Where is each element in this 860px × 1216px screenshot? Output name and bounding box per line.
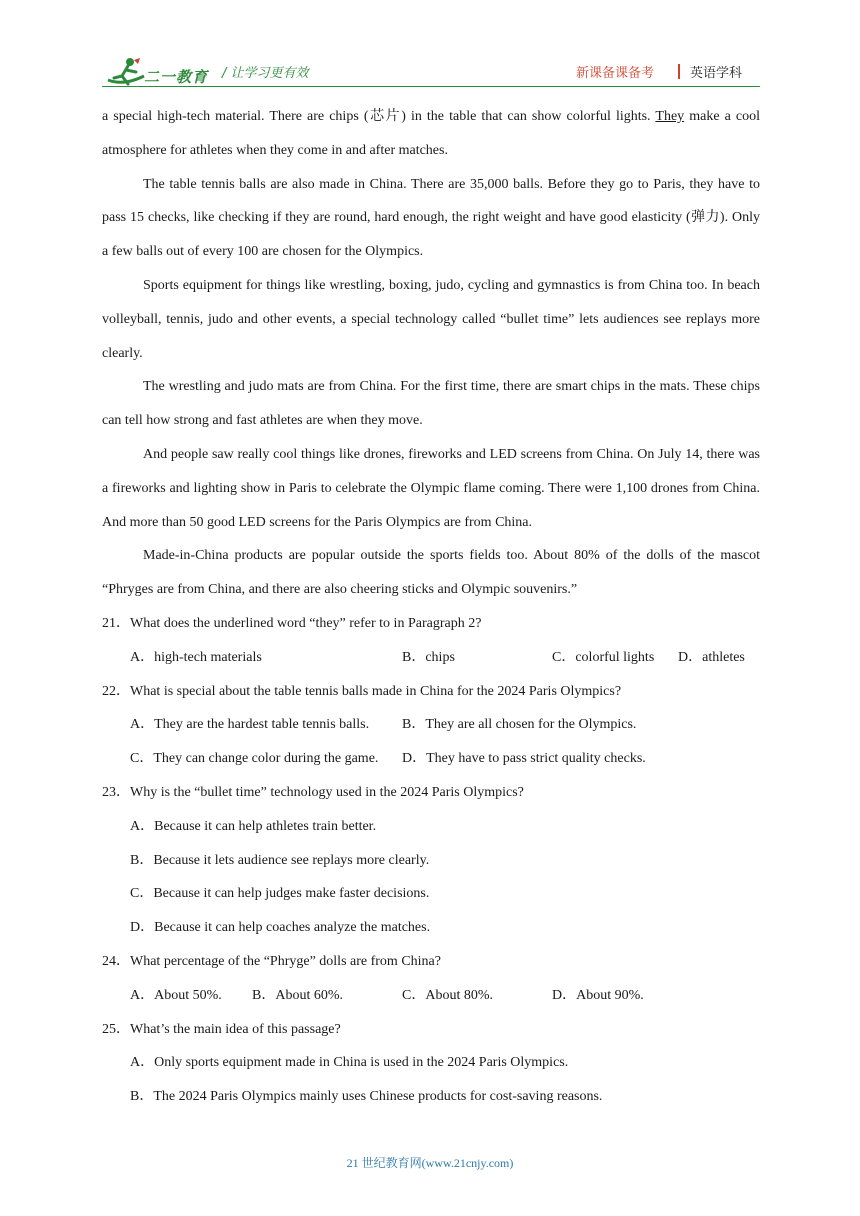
option-d: D．About 90%. xyxy=(552,987,644,1003)
option-d: D．Because it can help coaches analyze the matches. xyxy=(130,920,431,936)
option-d: D．athletes xyxy=(678,649,745,665)
logo-text: 二一教育 xyxy=(144,68,209,86)
option-b: B．chips xyxy=(402,649,455,665)
option-c: C．About 80%. xyxy=(402,987,493,1003)
header-rule xyxy=(102,86,760,87)
passage-paragraph-6: Made-in-China products are popular outside the sports fields too. About 80% of the dolls of the mascot “Phryges are from China, and there are also cheering sticks and Olympic souvenirs.” xyxy=(102,548,760,598)
option-c: C．Because it can help judges make faster decisions. xyxy=(130,886,430,902)
option-d: D．They have to pass strict quality checks. xyxy=(402,751,646,767)
underlined-word: They xyxy=(655,109,685,124)
option-a: A．Because it can help athletes train better. xyxy=(130,818,377,834)
option-c: C．colorful lights xyxy=(552,649,655,665)
option-b: B．About 60%. xyxy=(252,987,343,1003)
question-22-stem: 22．What is special about the table tennis balls made in China for the 2024 Paris Olympics? xyxy=(102,683,622,699)
question-24-stem: 24．What percentage of the “Phryge” dolls are from China? xyxy=(102,953,441,969)
header-subject: 英语学科 xyxy=(690,66,743,81)
question-25-stem: 25．What’s the main idea of this passage? xyxy=(102,1021,341,1037)
paragraph-text: a special high-tech material. There are chips (芯片) in the table that can show colorful lights. xyxy=(102,109,656,124)
option-a: A．high-tech materials xyxy=(130,649,262,665)
option-a: A．Only sports equipment made in China is used in the 2024 Paris Olympics. xyxy=(130,1055,569,1071)
header-separator xyxy=(678,64,680,79)
option-c: C．They can change color during the game. xyxy=(130,751,379,767)
question-22-options-row-1 xyxy=(102,708,760,742)
question-21-options xyxy=(102,641,760,675)
option-b: B．Because it lets audience see replays more clearly. xyxy=(130,852,430,868)
question-24-options xyxy=(102,979,760,1013)
header-course: 新课备课备考 xyxy=(576,66,655,81)
paragraph-text: make a cool atmosphere for athletes when they come in and after matches. xyxy=(102,109,761,158)
option-b: B．The 2024 Paris Olympics mainly uses Chinese products for cost-saving reasons. xyxy=(130,1089,603,1105)
passage-paragraph-5: And people saw really cool things like drones, fireworks and LED screens from China. On July 14, there was a fireworks and lighting show in Paris to celebrate the Olympic flame coming. There were 1,100 drones from China. And more than 50 good LED screens for the Paris Olympics are from China. xyxy=(102,446,760,530)
passage-paragraph-3: Sports equipment for things like wrestling, boxing, judo, cycling and gymnastics is from China too. In beach volleyball, tennis, judo and other events, a special technology called “bullet time” lets audiences see replays more clearly. xyxy=(102,277,760,361)
header-slogan: / 让学习更有效 xyxy=(222,66,309,81)
question-22-options-row-2 xyxy=(102,742,760,776)
option-a: A．About 50%. xyxy=(130,987,222,1003)
option-b: B．They are all chosen for the Olympics. xyxy=(402,717,637,733)
page-content xyxy=(102,100,760,1114)
question-23-stem: 23．Why is the “bullet time” technology used in the 2024 Paris Olympics? xyxy=(102,784,524,800)
option-a: A．They are the hardest table tennis balls. xyxy=(130,717,370,733)
passage-paragraph-1 xyxy=(102,100,760,168)
passage-paragraph-2: The table tennis balls are also made in China. There are 35,000 balls. Before they go to Paris, they have to pass 15 checks, like checking if they are round, hard enough, the right weight and have good elasticity (弹力). Only a few balls out of every 100 are chosen for the Olympics. xyxy=(102,176,760,260)
page-header xyxy=(0,0,860,95)
question-21-stem: 21．What does the underlined word “they” refer to in Paragraph 2? xyxy=(102,615,482,631)
page-footer: 21 世纪教育网(www.21cnjy.com) xyxy=(346,1156,514,1170)
passage-paragraph-4: The wrestling and judo mats are from China. For the first time, there are smart chips in the mats. These chips can tell how strong and fast athletes are when they move. xyxy=(102,379,760,429)
